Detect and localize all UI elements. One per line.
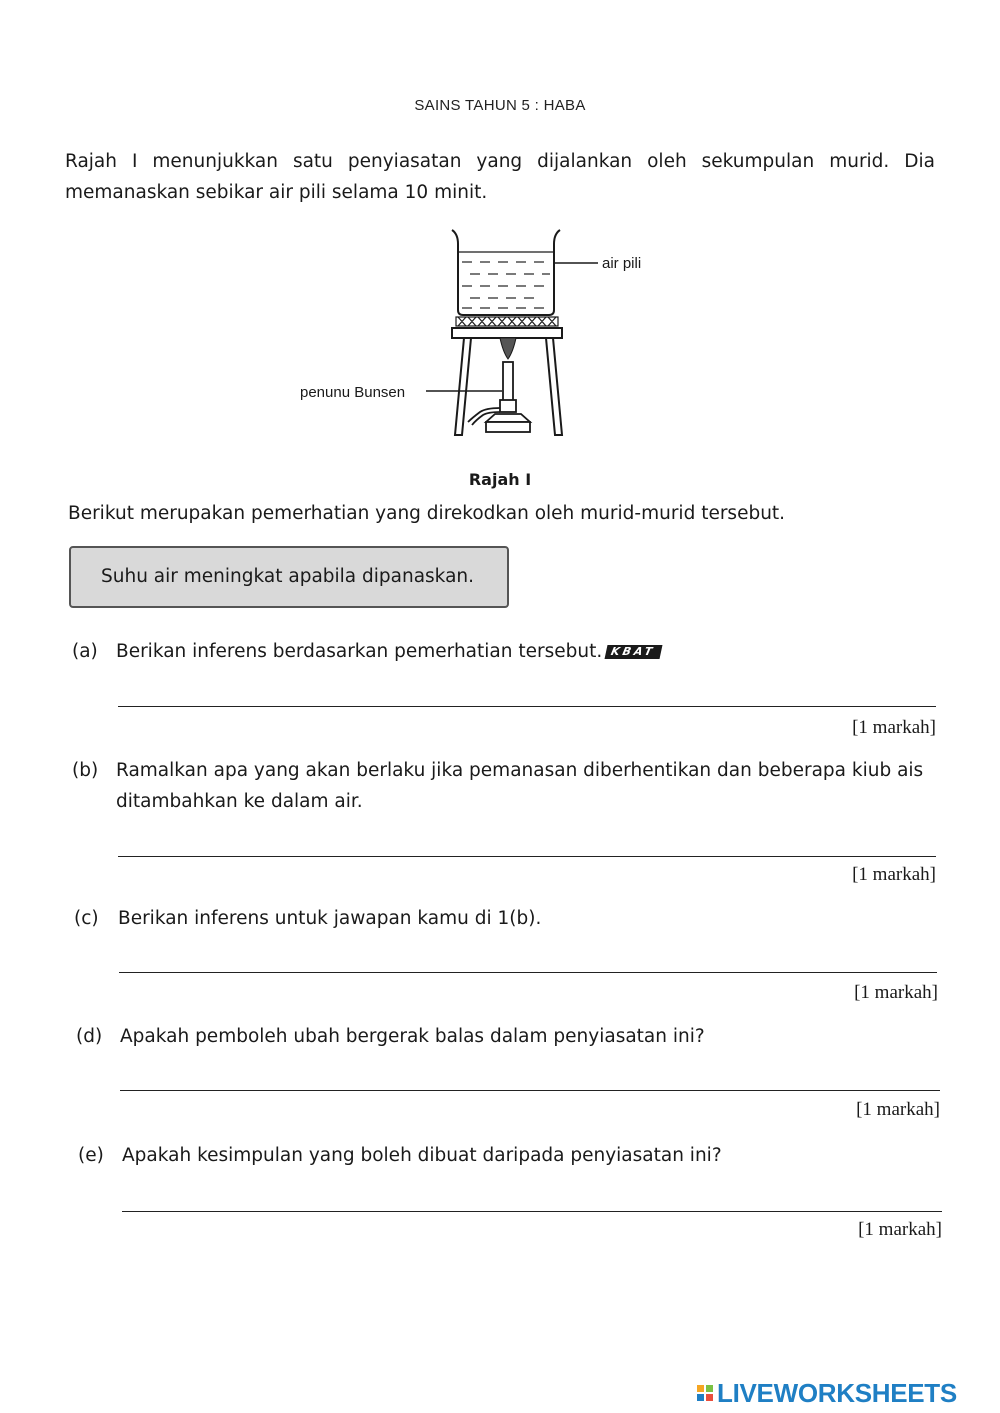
label-air-pili: air pili — [602, 255, 642, 272]
marks-d: [1 markah] — [856, 1099, 940, 1120]
wire-gauze — [456, 317, 558, 326]
question-text: Berikan inferens untuk jawapan kamu di 1(b). — [118, 908, 542, 929]
question-a — [72, 636, 952, 670]
beaker — [452, 230, 560, 315]
answer-line-d[interactable] — [120, 1090, 940, 1091]
logo-text: LIVEWORKSHEETS — [717, 1377, 957, 1408]
answer-line-a[interactable] — [118, 706, 936, 707]
liveworksheets-logo[interactable] — [697, 1377, 957, 1408]
marks-c: [1 markah] — [854, 982, 938, 1003]
question-text: Berikan inferens berdasarkan pemerhatian tersebut. KBAT — [116, 636, 936, 667]
label-penunu-bunsen: penunu Bunsen — [300, 384, 406, 401]
question-text: Apakah kesimpulan yang boleh dibuat daripada penyiasatan ini? — [122, 1145, 722, 1166]
bunsen-burner — [468, 362, 530, 432]
water-dashes — [462, 262, 550, 308]
question-letter: (d) — [76, 1026, 103, 1047]
logo-grid-icon — [697, 1385, 713, 1401]
answer-line-c[interactable] — [119, 972, 937, 973]
observation-box — [69, 546, 509, 608]
marks-a: [1 markah] — [852, 717, 936, 738]
marks-b: [1 markah] — [852, 864, 936, 885]
question-text: Ramalkan apa yang akan berlaku jika pemanasan diberhentikan dan beberapa kiub ais ditambahkan ke dalam air. — [116, 760, 924, 812]
question-b — [72, 755, 952, 819]
answer-line-e[interactable] — [122, 1211, 942, 1212]
intro-paragraph: Rajah I menunjukkan satu penyiasatan yang dijalankan oleh sekumpulan murid. Dia memanaskan sebikar air pili selama 10 minit. — [65, 151, 935, 203]
question-letter: (b) — [72, 760, 99, 781]
question-d — [76, 1021, 956, 1055]
marks-e: [1 markah] — [858, 1219, 942, 1240]
question-e — [78, 1140, 958, 1174]
question-c — [74, 903, 954, 937]
observation-intro: Berikut merupakan pemerhatian yang direkodkan oleh murid-murid tersebut. — [68, 503, 786, 524]
kbat-badge: KBAT — [605, 645, 663, 659]
question-letter: (e) — [78, 1145, 104, 1166]
flame — [500, 338, 516, 359]
question-letter: (a) — [72, 641, 98, 662]
question-letter: (c) — [74, 908, 99, 929]
worksheet-header: SAINS TAHUN 5 : HABA — [414, 97, 586, 114]
answer-line-b[interactable] — [118, 856, 936, 857]
figure-caption: Rajah I — [468, 470, 532, 489]
observation-text: Suhu air meningkat apabila dipanaskan. — [101, 566, 475, 587]
question-text: Apakah pemboleh ubah bergerak balas dalam penyiasatan ini? — [120, 1026, 705, 1047]
rajah-diagram — [290, 222, 670, 452]
